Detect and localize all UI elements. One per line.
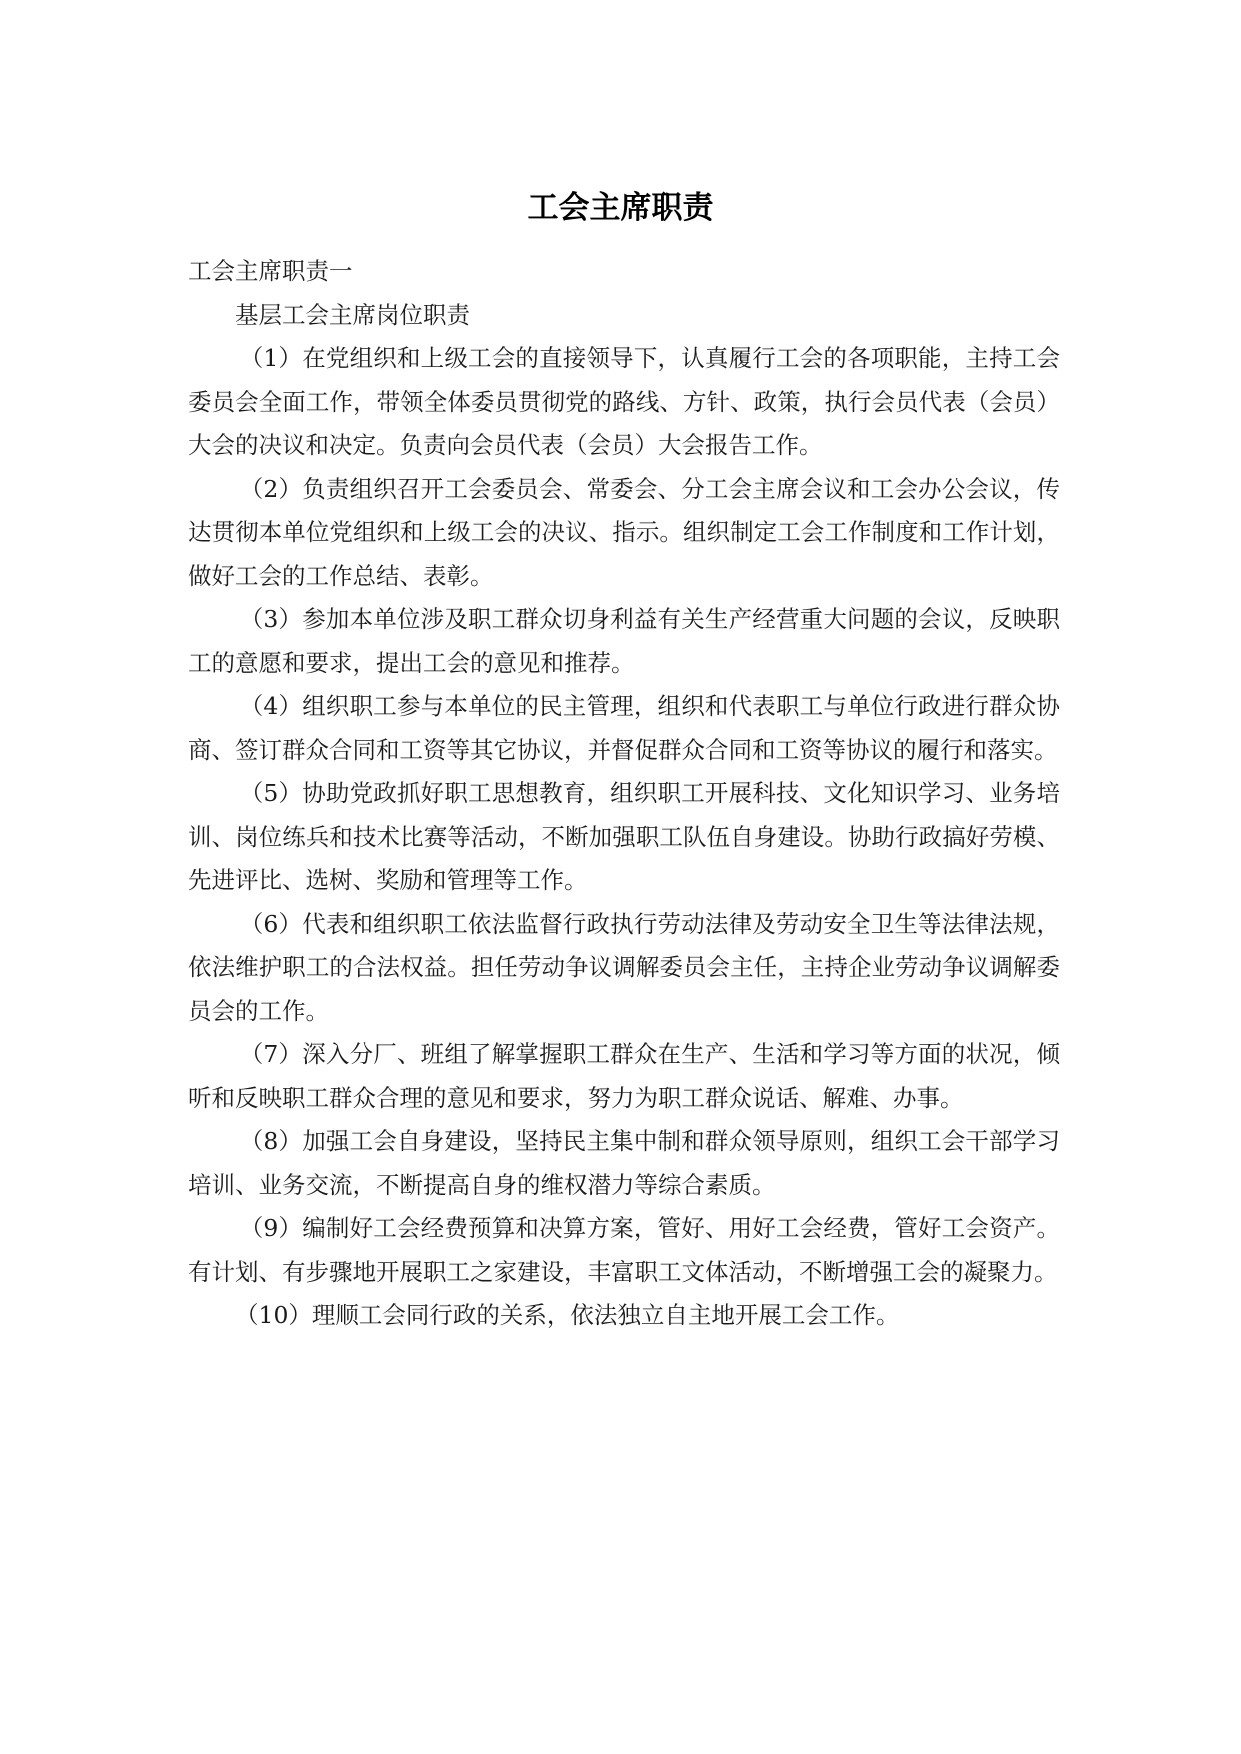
clause-1: （1）在党组织和上级工会的直接领导下，认真履行工会的各项职能，主持工会委员会全面工作，带领全体委员贯彻党的路线、方针、政策，执行会员代表（会员）大会的决议和决定。负责向会员代表（会员）大会报告工作。 <box>188 344 1060 459</box>
clause-9: （9）编制好工会经费预算和决算方案，管好、用好工会经费，管好工会资产。有计划、有步骤地开展职工之家建设，丰富职工文体活动，不断增强工会的凝聚力。 <box>188 1214 1060 1286</box>
clause-7: （7）深入分厂、班组了解掌握职工群众在生产、生活和学习等方面的状况，倾听和反映职工群众合理的意见和要求，努力为职工群众说话、解难、办事。 <box>188 1040 1060 1112</box>
clause-6: （6）代表和组织职工依法监督行政执行劳动法律及劳动安全卫生等法律法规，依法维护职工的合法权益。担任劳动争议调解委员会主任，主持企业劳动争议调解委员会的工作。 <box>188 909 1060 1025</box>
clause-4: （4）组织职工参与本单位的民主管理，组织和代表职工与单位行政进行群众协商、签订群众合同和工资等其它协议，并督促群众合同和工资等协议的履行和落实。 <box>188 692 1060 764</box>
clause-5: （5）协助党政抓好职工思想教育，组织职工开展科技、文化知识学习、业务培训、岗位练兵和技术比赛等活动，不断加强职工队伍自身建设。协助行政搞好劳模、先进评比、选树、奖励和管理等工作。 <box>188 779 1060 894</box>
clause-2: （2）负责组织召开工会委员会、常委会、分工会主席会议和工会办公会议，传达贯彻本单位党组织和上级工会的决议、指示。组织制定工会工作制度和工作计划，做好工会的工作总结、表彰。 <box>188 474 1060 590</box>
clause-10: （10）理顺工会同行政的关系，依法独立自主地开展工会工作。 <box>235 1301 900 1329</box>
document-title: 工会主席职责 <box>527 190 714 226</box>
document-body <box>188 250 1060 1338</box>
sub-heading: 基层工会主席岗位职责 <box>235 300 470 329</box>
clause-8: （8）加强工会自身建设，坚持民主集中制和群众领导原则，组织工会干部学习培训、业务交流，不断提高自身的维权潜力等综合素质。 <box>188 1127 1060 1199</box>
section-label: 工会主席职责一 <box>188 257 353 285</box>
clause-3: （3）参加本单位涉及职工群众切身利益有关生产经营重大问题的会议，反映职工的意愿和要求，提出工会的意见和推荐。 <box>188 605 1060 677</box>
